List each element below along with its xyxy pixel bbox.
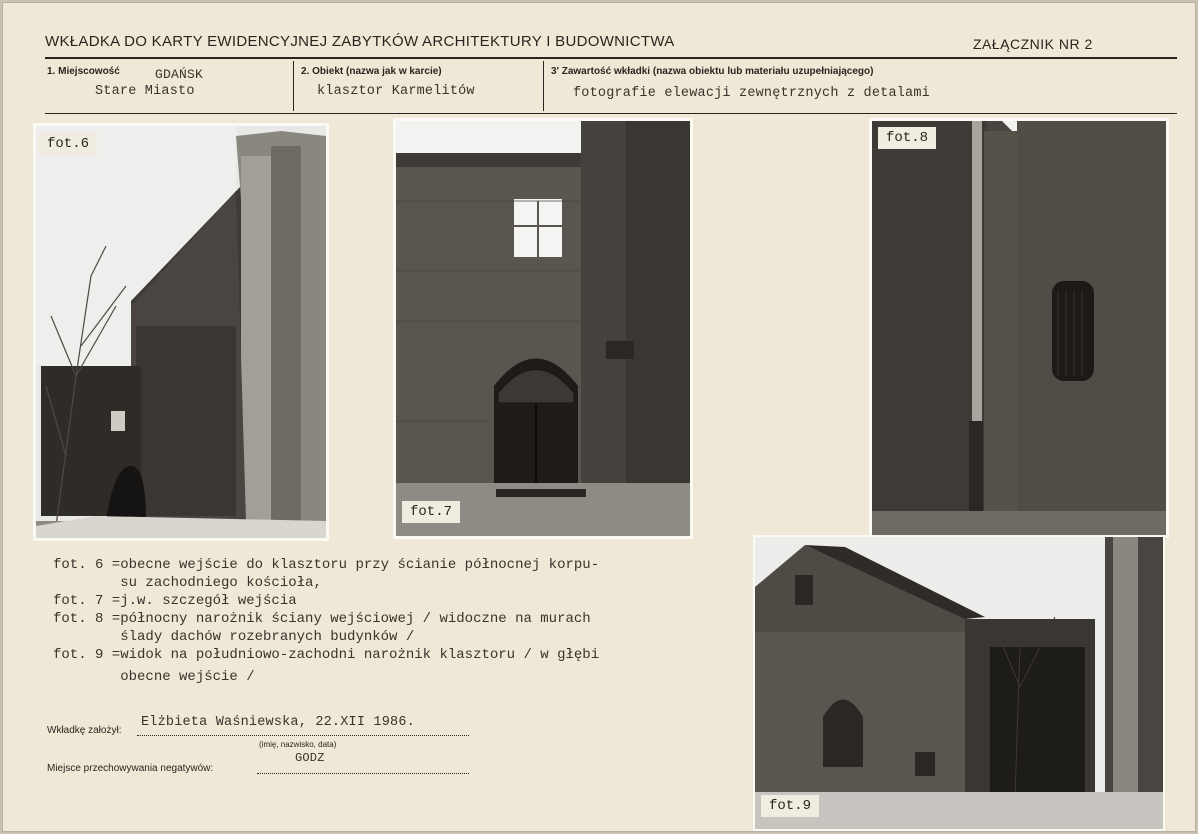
fields-rule (45, 113, 1177, 114)
caption-line: fot. 9 =widok na południowo-zachodni narożnik klasztoru / w głębi (53, 647, 600, 663)
location-district: Stare Miasto (95, 84, 195, 99)
object-value: klasztor Karmelitów (317, 84, 475, 99)
created-label: Wkładkę założył: (47, 725, 122, 736)
field-separator (293, 61, 294, 111)
field-separator (543, 61, 544, 111)
caption-line: su zachodniego kościoła, (53, 575, 322, 591)
photo-8-image (872, 121, 1166, 535)
photo-8-label: fot.8 (878, 127, 936, 149)
location-label: 1. Miejscowość (47, 66, 120, 77)
photo-9 (753, 535, 1165, 831)
contents-value: fotografie elewacji zewnętrznych z detalami (573, 86, 930, 101)
storage-value: GODZ (295, 751, 325, 765)
storage-label: Miejsce przechowywania negatywów: (47, 763, 214, 774)
caption-line: fot. 8 =północny narożnik ściany wejściowej / widoczne na murach (53, 611, 591, 627)
caption-line: ślady dachów rozebranych budynków / (53, 629, 415, 645)
photo-7-image (396, 121, 690, 536)
photo-7-label: fot.7 (402, 501, 460, 523)
form-title: WKŁADKA DO KARTY EWIDENCYJNEJ ZABYTKÓW ARCHITEKTURY I BUDOWNICTWA (45, 33, 675, 50)
location-city: GDAŃSK (155, 67, 204, 82)
photo-6 (33, 123, 329, 541)
object-label: 2. Obiekt (nazwa jak w karcie) (301, 66, 442, 77)
record-sheet (2, 2, 1196, 832)
created-line (137, 735, 469, 736)
contents-label: 3' Zawartość wkładki (nazwa obiektu lub materiału uzupełniającego) (551, 66, 874, 77)
storage-line (257, 773, 469, 774)
photo-6-label: fot.6 (39, 133, 97, 155)
annex-number: ZAŁĄCZNIK NR 2 (973, 36, 1093, 52)
photo-captions (53, 556, 599, 686)
photo-9-label: fot.9 (761, 795, 819, 817)
photo-6-image (36, 126, 326, 538)
photo-8 (869, 118, 1169, 538)
photo-7 (393, 118, 693, 539)
caption-line: fot. 6 =obecne wejście do klasztoru przy ścianie północnej korpu- (53, 557, 600, 573)
caption-line: fot. 7 =j.w. szczegół wejścia (53, 593, 297, 609)
created-value: Elżbieta Waśniewska, 22.XII 1986. (141, 715, 415, 730)
created-hint: (imię, nazwisko, data) (259, 740, 337, 749)
photo-9-image (755, 537, 1163, 829)
caption-line: obecne wejście / (53, 669, 255, 685)
header-rule (45, 57, 1177, 59)
